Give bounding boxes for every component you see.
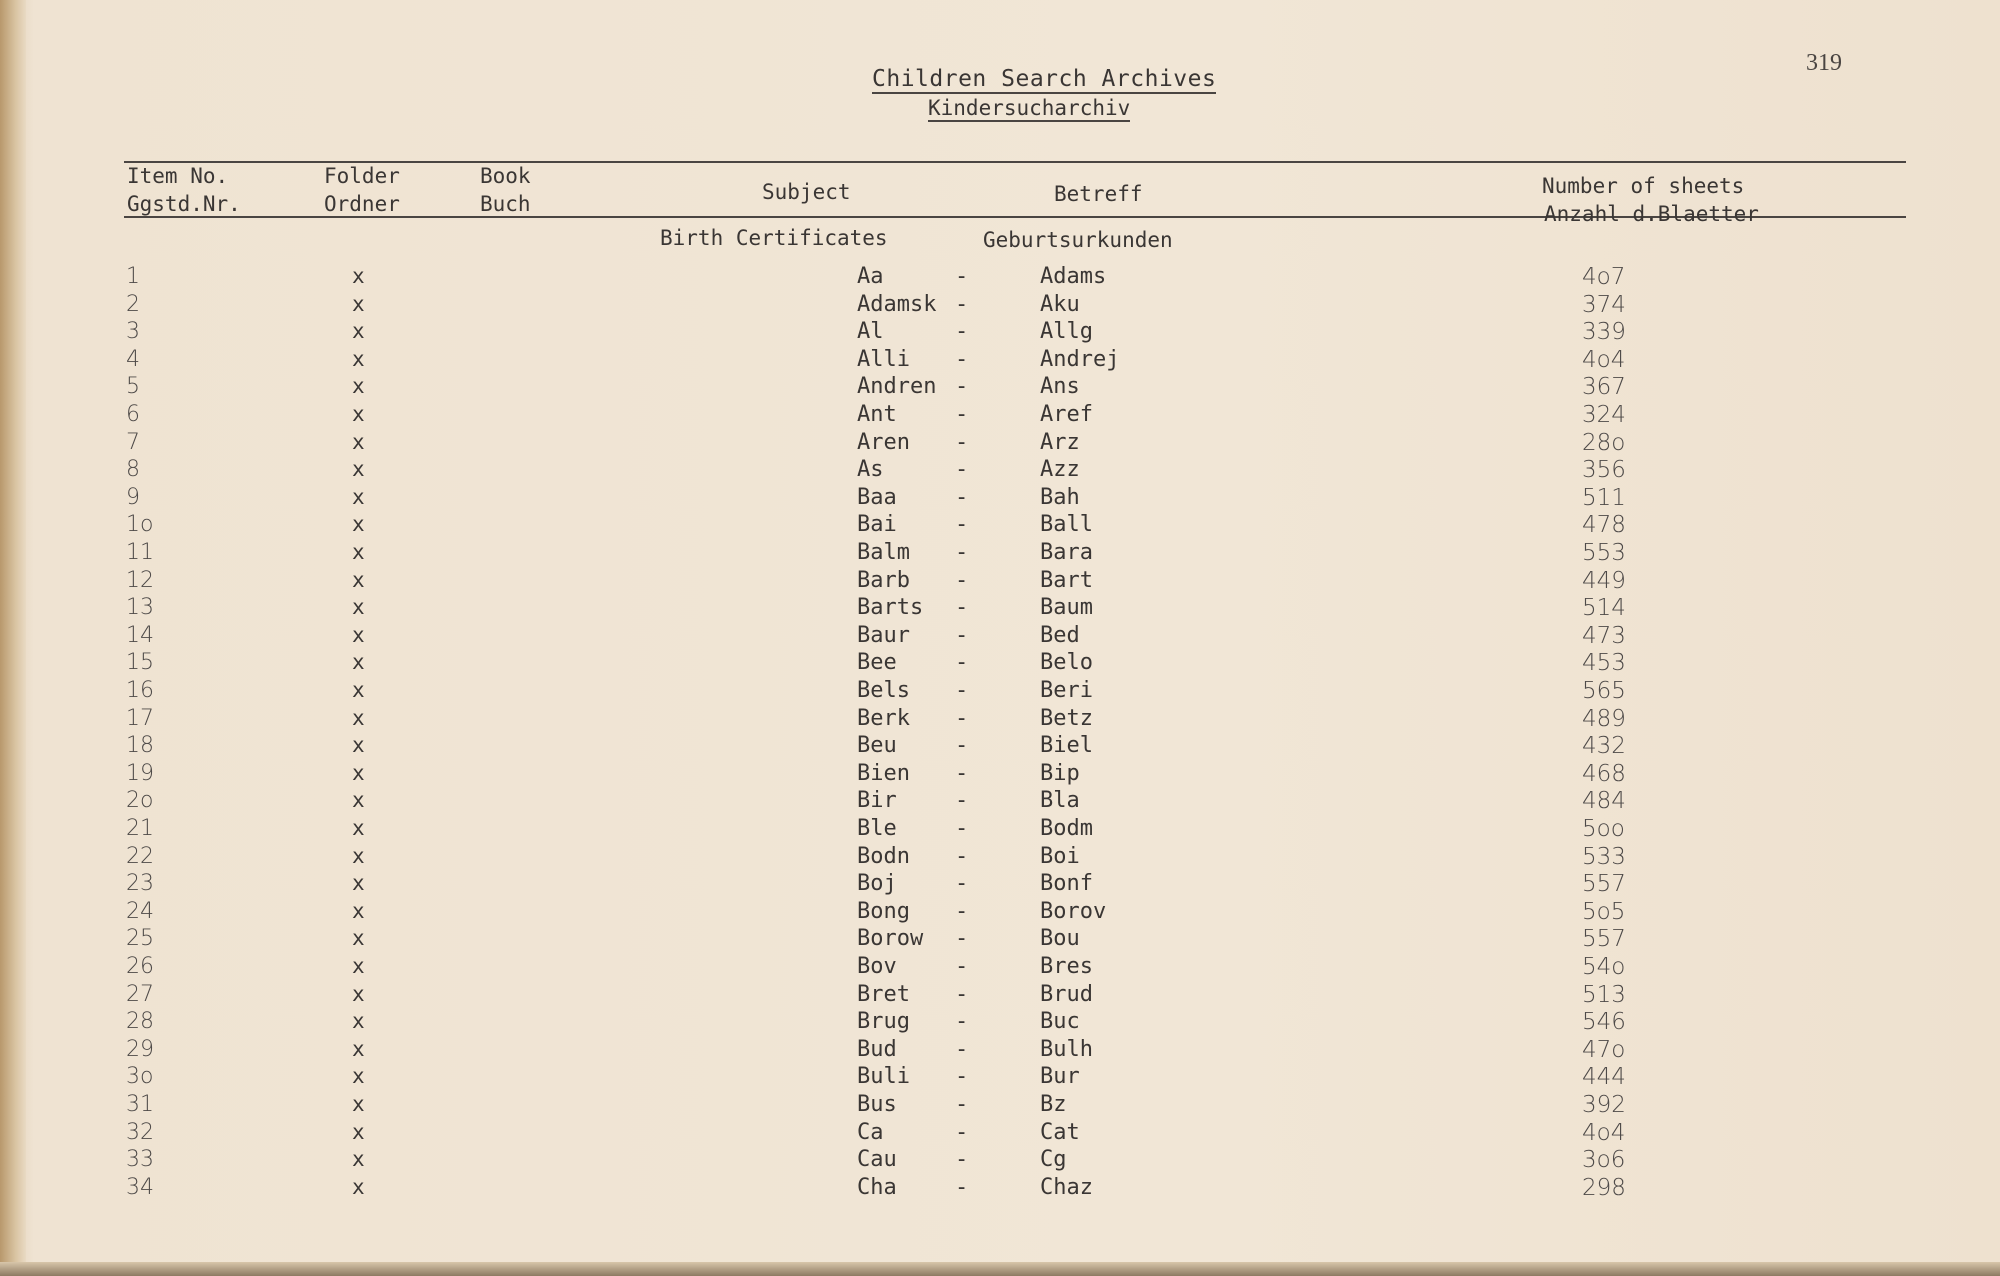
range-dash: - xyxy=(955,788,969,814)
item-number: 11 xyxy=(126,540,154,565)
table-row xyxy=(0,1175,2000,1203)
sheet-count: 356 xyxy=(1582,457,1626,484)
table-row xyxy=(0,650,2000,678)
table-row xyxy=(0,402,2000,430)
section-title-de: Geburtsurkunden xyxy=(983,228,1173,252)
subject-to: Bonf xyxy=(1040,871,1093,897)
item-number: 13 xyxy=(126,595,154,621)
range-dash: - xyxy=(955,484,969,510)
subject-from: Brug xyxy=(857,1009,910,1035)
table-row xyxy=(0,512,2000,540)
table-row xyxy=(0,706,2000,734)
table-row xyxy=(0,430,2000,458)
item-number: 21 xyxy=(126,816,154,841)
folder-mark: x xyxy=(352,429,365,454)
table-row xyxy=(0,1064,2000,1092)
subject-to: Bulh xyxy=(1040,1036,1093,1062)
folder-mark: x xyxy=(352,540,365,564)
range-dash: - xyxy=(955,678,969,703)
document-title: Children Search Archives xyxy=(872,66,1217,92)
range-dash: - xyxy=(955,622,969,648)
folder-mark: x xyxy=(352,981,365,1006)
table-row xyxy=(0,1037,2000,1065)
subject-to: Bah xyxy=(1040,484,1080,510)
table-row xyxy=(0,1092,2000,1120)
table-row xyxy=(0,540,2000,568)
range-dash: - xyxy=(955,319,969,345)
header-folder-de: Ordner xyxy=(324,192,400,216)
range-dash: - xyxy=(955,429,969,455)
range-dash: - xyxy=(955,540,969,565)
subject-to: Adams xyxy=(1040,264,1107,289)
folder-mark: x xyxy=(352,788,365,813)
table-row xyxy=(0,457,2000,485)
subject-from: Bir xyxy=(857,788,897,814)
sheet-count: 28o xyxy=(1582,429,1626,456)
subject-from: Cha xyxy=(857,1174,897,1200)
item-number: 24 xyxy=(126,898,154,924)
item-number: 5 xyxy=(126,374,140,400)
item-number: 33 xyxy=(126,1147,154,1173)
item-number: 12 xyxy=(126,567,154,593)
item-number: 23 xyxy=(126,871,154,897)
range-dash: - xyxy=(955,871,969,897)
folder-mark: x xyxy=(352,402,365,426)
subject-to: Chaz xyxy=(1040,1174,1093,1200)
folder-mark: x xyxy=(352,1009,365,1034)
subject-from: Aren xyxy=(857,429,910,455)
item-number: 1 xyxy=(126,264,140,289)
sheet-count: 4o7 xyxy=(1582,264,1626,290)
sheet-count: 374 xyxy=(1582,291,1626,318)
item-number: 28 xyxy=(126,1009,154,1035)
header-top-rule xyxy=(124,161,1906,163)
subject-to: Belo xyxy=(1040,650,1093,676)
header-item-no-en: Item No. xyxy=(127,164,229,188)
folder-mark: x xyxy=(352,871,365,896)
subject-to: Aref xyxy=(1040,402,1093,427)
range-dash: - xyxy=(955,650,969,676)
table-row xyxy=(0,871,2000,899)
folder-mark: x xyxy=(352,622,365,647)
sheet-count: 324 xyxy=(1582,402,1626,428)
table-row xyxy=(0,485,2000,513)
table-row xyxy=(0,788,2000,816)
folder-mark: x xyxy=(352,1147,365,1172)
folder-mark: x xyxy=(352,898,365,923)
table-row xyxy=(0,319,2000,347)
range-dash: - xyxy=(955,954,969,979)
folder-mark: x xyxy=(352,319,365,344)
folder-mark: x xyxy=(352,1092,365,1116)
subject-to: Arz xyxy=(1040,429,1080,455)
item-number: 15 xyxy=(126,650,154,676)
subject-to: Ball xyxy=(1040,512,1093,538)
folder-mark: x xyxy=(352,457,365,482)
subject-to: Bz xyxy=(1040,1092,1067,1117)
range-dash: - xyxy=(955,512,969,538)
folder-mark: x xyxy=(352,374,365,399)
sheet-count: 298 xyxy=(1582,1174,1626,1201)
subject-to: Bou xyxy=(1040,926,1080,952)
item-number: 9 xyxy=(126,484,140,510)
subject-from: Berk xyxy=(857,705,910,731)
range-dash: - xyxy=(955,1092,969,1117)
folder-mark: x xyxy=(352,484,365,509)
range-dash: - xyxy=(955,1174,969,1200)
subject-to: Allg xyxy=(1040,319,1093,345)
folder-mark: x xyxy=(352,346,365,371)
folder-mark: x xyxy=(352,705,365,730)
subject-from: As xyxy=(857,457,884,483)
table-row xyxy=(0,568,2000,596)
subject-from: Borow xyxy=(857,926,924,952)
range-dash: - xyxy=(955,898,969,924)
folder-mark: x xyxy=(352,843,365,868)
subject-from: Bus xyxy=(857,1092,897,1117)
range-dash: - xyxy=(955,595,969,621)
subject-to: Andrej xyxy=(1040,346,1120,372)
subject-to: Bip xyxy=(1040,760,1080,786)
subject-from: Barts xyxy=(857,595,924,621)
sheet-count: 557 xyxy=(1582,926,1626,953)
subject-to: Beri xyxy=(1040,678,1093,703)
sheet-count: 5o5 xyxy=(1582,898,1626,925)
subject-from: Bret xyxy=(857,981,910,1007)
subject-from: Al xyxy=(857,319,884,345)
subject-from: Bee xyxy=(857,650,897,676)
sheet-count: 4o4 xyxy=(1582,346,1626,373)
item-number: 7 xyxy=(126,429,140,455)
item-number: 22 xyxy=(126,843,154,869)
item-number: 34 xyxy=(126,1174,154,1200)
sheet-count: 54o xyxy=(1582,954,1626,980)
table-row xyxy=(0,844,2000,872)
subject-to: Cg xyxy=(1040,1147,1067,1173)
folder-mark: x xyxy=(352,291,365,316)
folder-mark: x xyxy=(352,926,365,951)
item-number: 27 xyxy=(126,981,154,1007)
range-dash: - xyxy=(955,926,969,952)
sheet-count: 533 xyxy=(1582,843,1626,870)
table-row xyxy=(0,899,2000,927)
item-number: 25 xyxy=(126,926,154,952)
sheet-count: 557 xyxy=(1582,871,1626,898)
page-number: 319 xyxy=(1806,50,1842,76)
subject-to: Ans xyxy=(1040,374,1080,400)
table-row xyxy=(0,761,2000,789)
subject-to: Buc xyxy=(1040,1009,1080,1035)
table-row xyxy=(0,623,2000,651)
subject-to: Bres xyxy=(1040,954,1093,979)
folder-mark: x xyxy=(352,595,365,620)
subject-from: Boj xyxy=(857,871,897,897)
range-dash: - xyxy=(955,457,969,483)
subject-to: Brud xyxy=(1040,981,1093,1007)
table-row xyxy=(0,733,2000,761)
sheet-count: 511 xyxy=(1582,484,1626,511)
range-dash: - xyxy=(955,760,969,786)
folder-mark: x xyxy=(352,733,365,758)
sheet-count: 444 xyxy=(1582,1064,1626,1091)
range-dash: - xyxy=(955,843,969,869)
table-row xyxy=(0,347,2000,375)
subject-to: Cat xyxy=(1040,1119,1080,1145)
folder-mark: x xyxy=(352,816,365,840)
item-number: 26 xyxy=(126,954,154,979)
subject-to: Biel xyxy=(1040,733,1093,759)
range-dash: - xyxy=(955,402,969,427)
folder-mark: x xyxy=(352,1036,365,1061)
subject-from: Bai xyxy=(857,512,897,538)
item-number: 19 xyxy=(126,760,154,786)
table-row xyxy=(0,374,2000,402)
folder-mark: x xyxy=(352,1119,365,1144)
sheet-count: 546 xyxy=(1582,1009,1626,1036)
header-book-en: Book xyxy=(480,164,531,188)
item-number: 17 xyxy=(126,705,154,731)
subject-to: Bur xyxy=(1040,1064,1080,1090)
table-row xyxy=(0,982,2000,1010)
header-betreff: Betreff xyxy=(1054,182,1143,206)
subject-from: Andren xyxy=(857,374,937,400)
sheet-count: 432 xyxy=(1582,733,1626,760)
range-dash: - xyxy=(955,1147,969,1173)
subject-to: Boi xyxy=(1040,843,1080,869)
folder-mark: x xyxy=(352,264,365,288)
sheet-count: 339 xyxy=(1582,319,1626,346)
range-dash: - xyxy=(955,981,969,1007)
subject-from: Aa xyxy=(857,264,884,289)
subject-to: Azz xyxy=(1040,457,1080,483)
table-row xyxy=(0,1120,2000,1148)
sheet-count: 489 xyxy=(1582,705,1626,732)
subject-to: Bodm xyxy=(1040,816,1093,841)
table-row xyxy=(0,954,2000,982)
header-folder-en: Folder xyxy=(324,164,400,188)
table-row xyxy=(0,1147,2000,1175)
item-number: 1o xyxy=(126,512,154,538)
sheet-count: 553 xyxy=(1582,540,1626,566)
subject-from: Bodn xyxy=(857,843,910,869)
sheet-count: 565 xyxy=(1582,678,1626,704)
subject-from: Baur xyxy=(857,622,910,648)
section-title-en: Birth Certificates xyxy=(660,226,888,250)
range-dash: - xyxy=(955,1064,969,1090)
range-dash: - xyxy=(955,705,969,731)
range-dash: - xyxy=(955,374,969,400)
range-dash: - xyxy=(955,1119,969,1145)
page-bottom-edge xyxy=(0,1262,2000,1276)
sheet-count: 468 xyxy=(1582,760,1626,787)
sheet-count: 449 xyxy=(1582,567,1626,594)
table-row xyxy=(0,595,2000,623)
sheet-count: 3o6 xyxy=(1582,1147,1626,1174)
range-dash: - xyxy=(955,346,969,372)
table-row xyxy=(0,926,2000,954)
folder-mark: x xyxy=(352,1174,365,1199)
sheet-count: 5oo xyxy=(1582,816,1625,842)
item-number: 32 xyxy=(126,1119,154,1145)
sheet-count: 514 xyxy=(1582,595,1626,622)
item-number: 16 xyxy=(126,678,154,703)
range-dash: - xyxy=(955,567,969,593)
folder-mark: x xyxy=(352,954,365,978)
item-number: 2o xyxy=(126,788,154,814)
sheet-count: 4o4 xyxy=(1582,1119,1626,1146)
subject-from: Barb xyxy=(857,567,910,593)
sheet-count: 453 xyxy=(1582,650,1626,677)
item-number: 14 xyxy=(126,622,154,648)
subject-from: Bong xyxy=(857,898,910,924)
folder-mark: x xyxy=(352,678,365,702)
range-dash: - xyxy=(955,1009,969,1035)
sheet-count: 478 xyxy=(1582,512,1626,539)
folder-mark: x xyxy=(352,650,365,675)
sheet-count: 367 xyxy=(1582,374,1626,401)
table-row xyxy=(0,678,2000,706)
item-number: 29 xyxy=(126,1036,154,1062)
subject-to: Aku xyxy=(1040,291,1080,317)
subject-from: Bud xyxy=(857,1036,897,1062)
folder-mark: x xyxy=(352,567,365,592)
range-dash: - xyxy=(955,1036,969,1062)
subject-to: Bed xyxy=(1040,622,1080,648)
range-dash: - xyxy=(955,733,969,759)
subject-from: Bov xyxy=(857,954,897,979)
subject-from: Balm xyxy=(857,540,910,565)
range-dash: - xyxy=(955,291,969,317)
range-dash: - xyxy=(955,816,969,841)
table-row xyxy=(0,1009,2000,1037)
folder-mark: x xyxy=(352,760,365,785)
folder-mark: x xyxy=(352,512,365,537)
subject-from: Cau xyxy=(857,1147,897,1173)
item-number: 8 xyxy=(126,457,140,483)
folder-mark: x xyxy=(352,1064,365,1089)
subject-from: Buli xyxy=(857,1064,910,1090)
header-item-no-de: Ggstd.Nr. xyxy=(127,192,241,216)
table-row xyxy=(0,816,2000,844)
subject-to: Bla xyxy=(1040,788,1080,814)
sheet-count: 473 xyxy=(1582,622,1626,649)
subject-to: Bara xyxy=(1040,540,1093,565)
subject-from: Bien xyxy=(857,760,910,786)
header-book-de: Buch xyxy=(480,192,531,216)
subject-from: Bels xyxy=(857,678,910,703)
table-row xyxy=(0,264,2000,292)
header-sheets-de: Anzahl d.Blaetter xyxy=(1544,202,1759,226)
sheet-count: 513 xyxy=(1582,981,1626,1008)
subject-to: Borov xyxy=(1040,898,1107,924)
range-dash: - xyxy=(955,264,969,289)
subject-from: Adamsk xyxy=(857,291,937,317)
subject-from: Beu xyxy=(857,733,897,759)
item-number: 6 xyxy=(126,402,140,427)
subject-from: Baa xyxy=(857,484,897,510)
item-number: 3 xyxy=(126,319,140,345)
subject-from: Ant xyxy=(857,402,897,427)
subject-to: Betz xyxy=(1040,705,1093,731)
header-subject: Subject xyxy=(762,180,851,204)
document-subtitle: Kindersucharchiv xyxy=(928,96,1131,120)
item-number: 18 xyxy=(126,733,154,759)
header-sheets-en: Number of sheets xyxy=(1542,174,1745,198)
subject-from: Ca xyxy=(857,1119,884,1145)
sheet-count: 484 xyxy=(1582,788,1626,815)
item-number: 31 xyxy=(126,1092,154,1117)
subject-to: Bart xyxy=(1040,567,1093,593)
subject-from: Alli xyxy=(857,346,910,372)
table-row xyxy=(0,292,2000,320)
sheet-count: 47o xyxy=(1582,1036,1626,1063)
subject-from: Ble xyxy=(857,816,897,841)
item-number: 4 xyxy=(126,346,140,372)
subject-to: Baum xyxy=(1040,595,1093,621)
item-number: 2 xyxy=(126,291,140,317)
sheet-count: 392 xyxy=(1582,1092,1626,1118)
item-number: 3o xyxy=(126,1064,154,1090)
